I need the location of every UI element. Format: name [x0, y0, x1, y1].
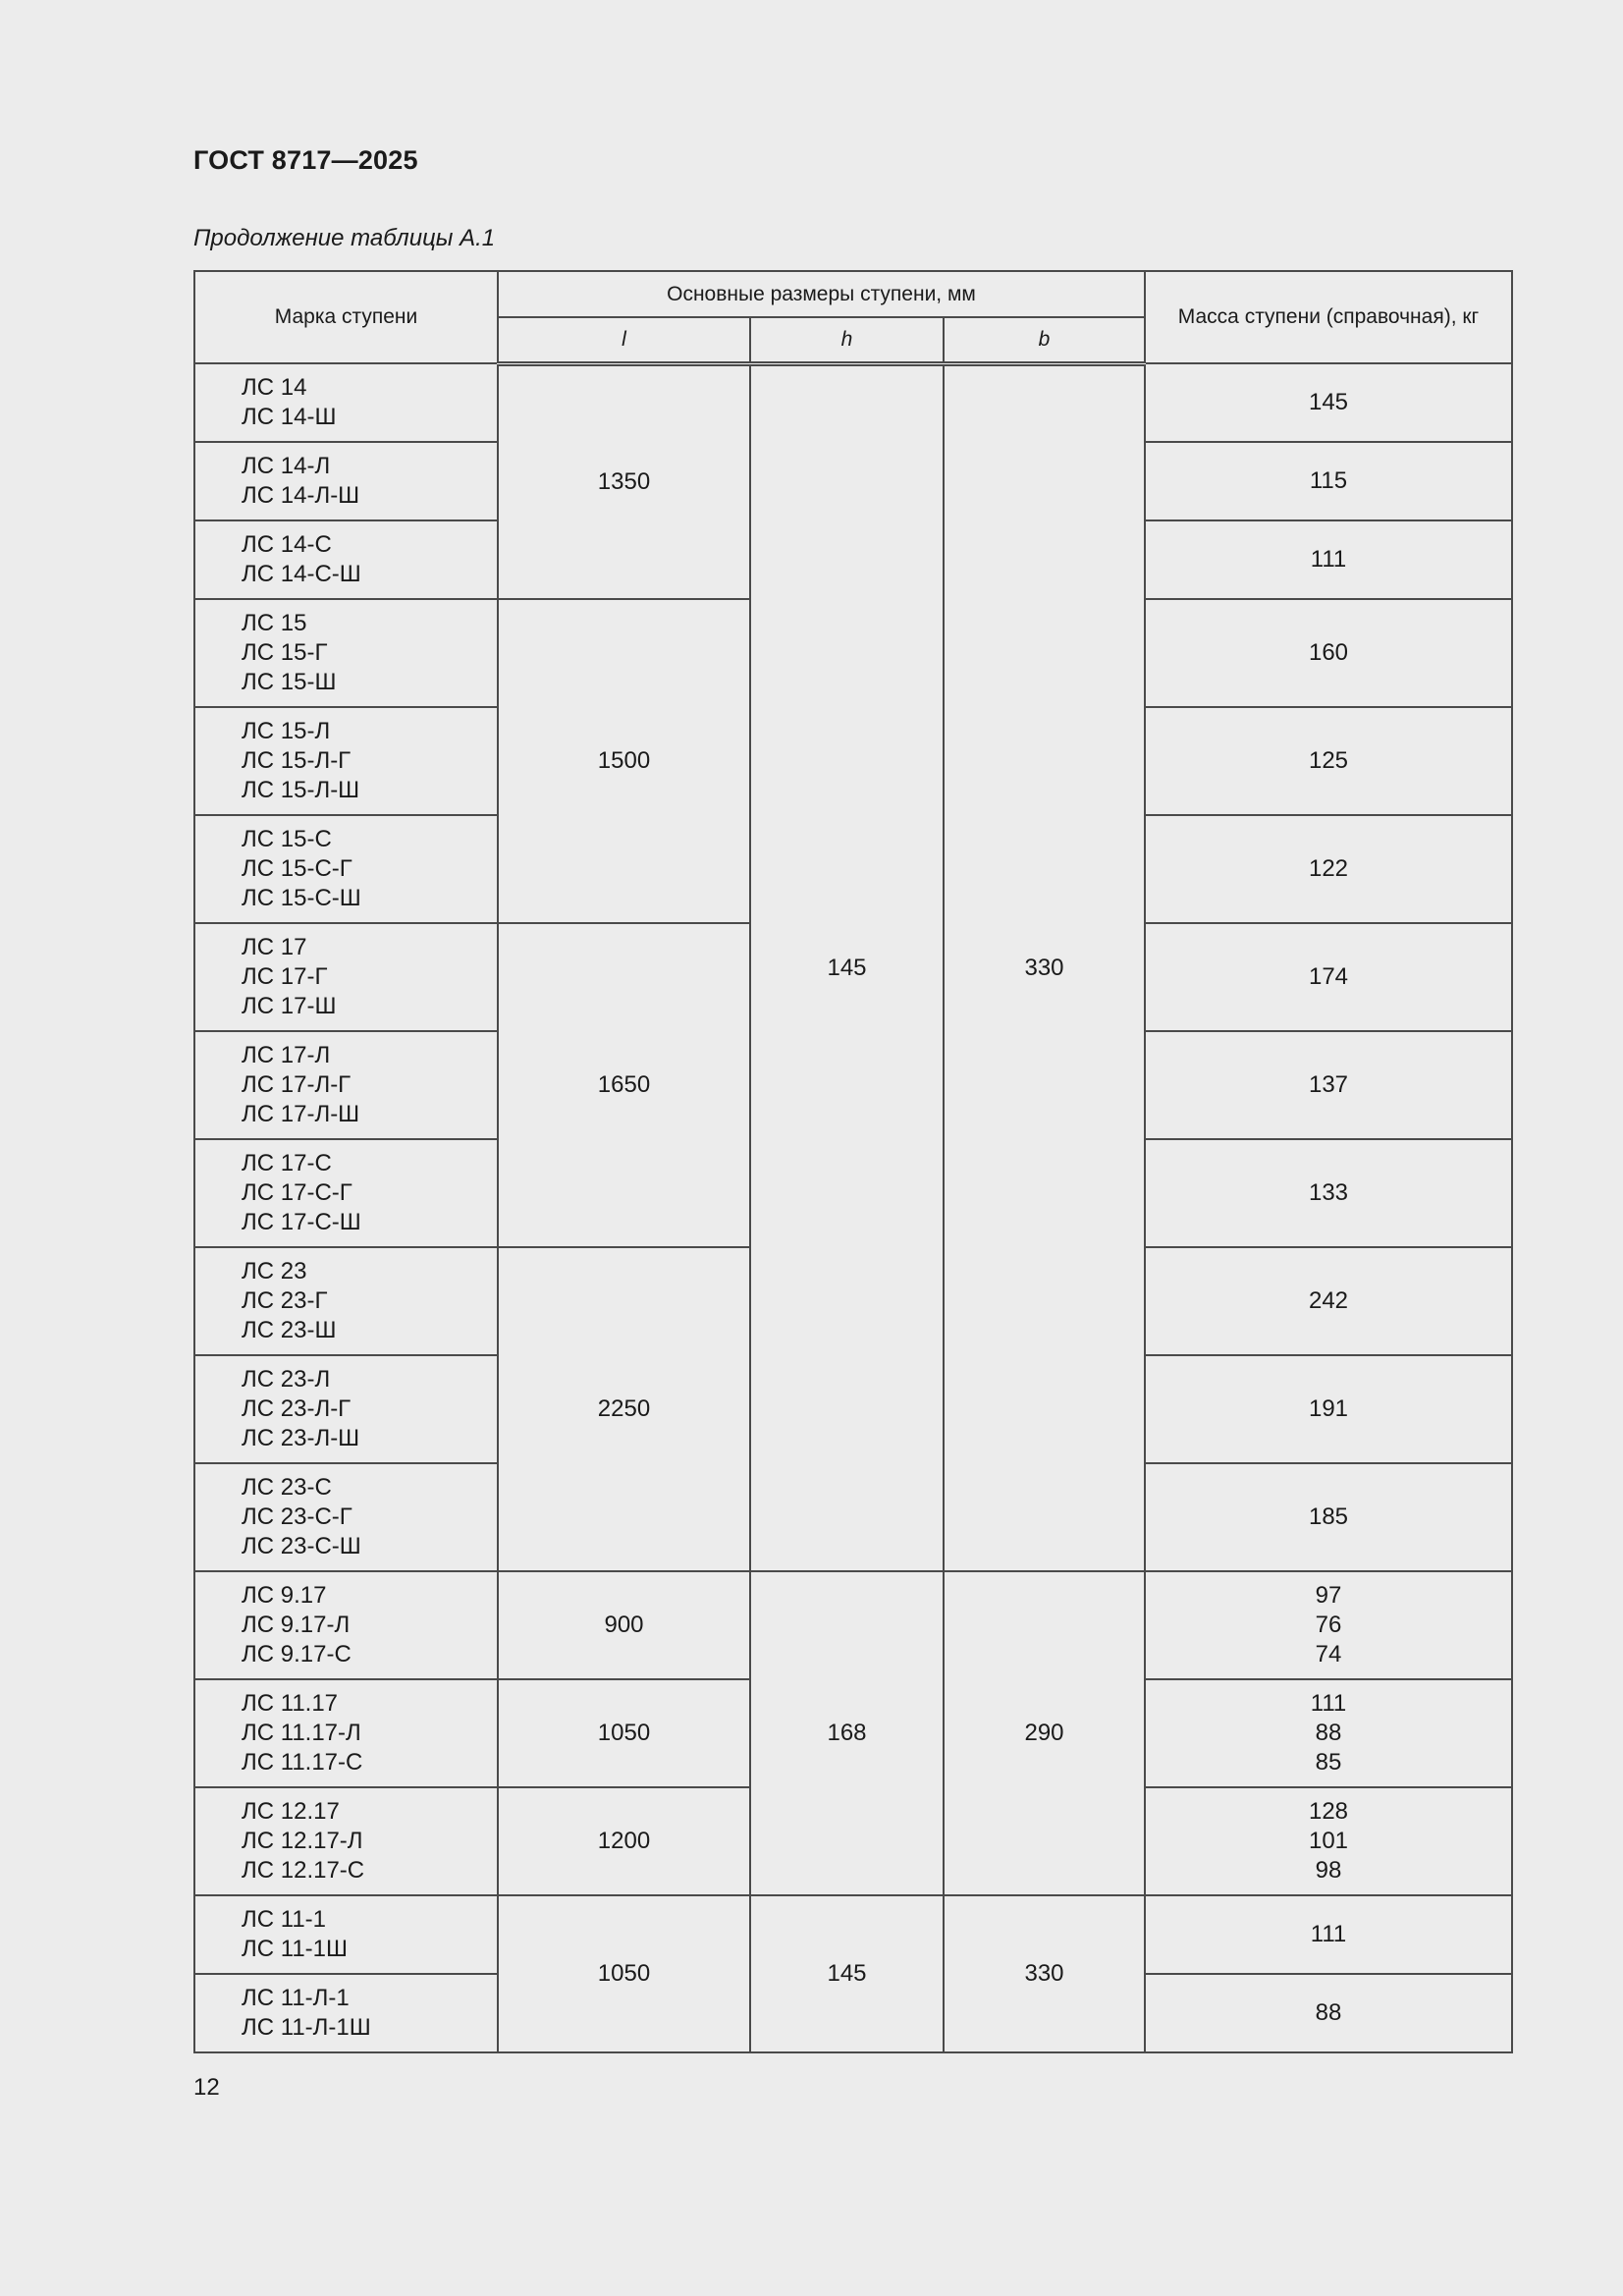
mass-value: 174: [1308, 963, 1349, 990]
mark-value: ЛС 17-С: [242, 1150, 332, 1176]
cell-mass: [1145, 815, 1512, 923]
mark-value: ЛС 9.17-С: [242, 1641, 352, 1667]
mark-value: ЛС 23-Л-Ш: [242, 1425, 360, 1451]
mark-value: ЛС 17: [242, 934, 307, 960]
table-row: [194, 1571, 1512, 1679]
cell-mark: [194, 1679, 498, 1787]
cell-mass: [1145, 1247, 1512, 1355]
cell-mass: [1145, 442, 1512, 520]
mass-value: 242: [1308, 1287, 1349, 1314]
cell-mass: [1145, 707, 1512, 815]
mass-value: 111: [1310, 1921, 1347, 1947]
mark-value: ЛС 9.17: [242, 1582, 327, 1609]
cell-mass: [1145, 1895, 1512, 1974]
cell-l: 2250: [498, 1247, 750, 1571]
mark-value: ЛС 11-1: [242, 1906, 327, 1933]
mass-value: 133: [1308, 1179, 1349, 1206]
table-row: [194, 1895, 1512, 1974]
mark-value: ЛС 14: [242, 374, 307, 401]
cell-h: 145: [750, 363, 944, 1571]
mark-value: ЛС 15-С-Г: [242, 855, 352, 882]
cell-mark: [194, 707, 498, 815]
cell-l: 1500: [498, 599, 750, 923]
cell-mark: [194, 599, 498, 707]
mass-value: 125: [1308, 747, 1349, 774]
mark-value: ЛС 11.17-Л: [242, 1720, 361, 1746]
cell-mass: [1145, 1787, 1512, 1895]
cell-mark: [194, 1463, 498, 1571]
mark-value: ЛС 17-С-Ш: [242, 1209, 361, 1235]
step-dimensions-table: [193, 270, 1513, 2053]
mass-value: 115: [1309, 467, 1348, 494]
mass-value: 85: [1315, 1749, 1342, 1776]
cell-mark: [194, 1571, 498, 1679]
header-dimensions: Основные размеры ступени, мм: [498, 271, 1145, 317]
mark-value: ЛС 15-Ш: [242, 669, 337, 695]
mark-value: ЛС 23-Ш: [242, 1317, 337, 1343]
mark-value: ЛС 14-Ш: [242, 404, 337, 430]
mark-value: ЛС 11-1Ш: [242, 1936, 348, 1962]
mark-value: ЛС 11-Л-1Ш: [242, 2014, 371, 2041]
table-body: [194, 363, 1512, 2052]
cell-mass: [1145, 520, 1512, 599]
cell-mark: [194, 1974, 498, 2052]
mark-value: ЛС 17-Л-Г: [242, 1071, 352, 1098]
mass-value: 88: [1315, 1999, 1342, 2026]
cell-mass: [1145, 1679, 1512, 1787]
cell-h: 145: [750, 1895, 944, 2052]
mark-value: ЛС 23-С-Г: [242, 1503, 352, 1530]
mass-value: 76: [1315, 1612, 1342, 1638]
mark-value: ЛС 12.17: [242, 1798, 340, 1825]
mark-value: ЛС 9.17-Л: [242, 1612, 351, 1638]
mark-value: ЛС 15-Л-Ш: [242, 777, 360, 803]
header-mark: Марка ступени: [194, 271, 498, 363]
cell-mark: [194, 1355, 498, 1463]
cell-mark: [194, 442, 498, 520]
mass-value: 137: [1308, 1071, 1349, 1098]
mass-value: 98: [1315, 1857, 1342, 1884]
mark-value: ЛС 14-С: [242, 531, 332, 558]
header-b: b: [944, 317, 1145, 363]
mass-value: 97: [1315, 1582, 1342, 1609]
cell-l: 1350: [498, 363, 750, 599]
cell-mark: [194, 1031, 498, 1139]
mark-value: ЛС 23-Л: [242, 1366, 331, 1393]
mark-value: ЛС 15-Г: [242, 639, 328, 666]
header-mass: Масса ступени (справочная), кг: [1145, 271, 1512, 363]
mark-value: ЛС 23-Л-Г: [242, 1395, 352, 1422]
mass-value: 88: [1315, 1720, 1342, 1746]
mark-value: ЛС 14-Л-Ш: [242, 482, 360, 509]
cell-mark: [194, 520, 498, 599]
cell-mass: [1145, 923, 1512, 1031]
mass-value: 160: [1308, 639, 1349, 666]
table-caption: Продолжение таблицы А.1: [193, 225, 496, 251]
cell-l: 900: [498, 1571, 750, 1679]
mark-value: ЛС 17-С-Г: [242, 1179, 352, 1206]
mass-value: 74: [1315, 1641, 1342, 1667]
mark-value: ЛС 14-С-Ш: [242, 561, 361, 587]
cell-mass: [1145, 599, 1512, 707]
mark-value: ЛС 15: [242, 610, 307, 636]
mark-value: ЛС 23: [242, 1258, 307, 1285]
page-number: 12: [193, 2074, 220, 2101]
mass-value: 111: [1310, 1690, 1347, 1717]
header-h: h: [750, 317, 944, 363]
cell-mass: [1145, 1974, 1512, 2052]
mark-value: ЛС 23-С-Ш: [242, 1533, 361, 1559]
cell-mass: [1145, 1031, 1512, 1139]
mass-value: 185: [1308, 1503, 1349, 1530]
mark-value: ЛС 11-Л-1: [242, 1985, 350, 2011]
mark-value: ЛС 17-Л-Ш: [242, 1101, 360, 1127]
mark-value: ЛС 14-Л: [242, 453, 331, 479]
header-l: l: [498, 317, 750, 363]
cell-l: 1200: [498, 1787, 750, 1895]
cell-mark: [194, 1787, 498, 1895]
cell-mark: [194, 1139, 498, 1247]
cell-mark: [194, 1895, 498, 1974]
cell-b: 290: [944, 1571, 1145, 1895]
document-code: ГОСТ 8717—2025: [193, 145, 418, 175]
cell-mark: [194, 815, 498, 923]
mass-value: 122: [1308, 855, 1349, 882]
cell-mark: [194, 363, 498, 442]
mark-value: ЛС 23-С: [242, 1474, 332, 1501]
mark-value: ЛС 15-Л-Г: [242, 747, 352, 774]
mark-value: ЛС 12.17-С: [242, 1857, 365, 1884]
cell-h: 168: [750, 1571, 944, 1895]
mass-value: 101: [1308, 1828, 1349, 1854]
mark-value: ЛС 15-С: [242, 826, 332, 852]
cell-mark: [194, 1247, 498, 1355]
cell-mass: [1145, 1355, 1512, 1463]
cell-mass: [1145, 1139, 1512, 1247]
cell-l: 1650: [498, 923, 750, 1247]
mass-value: 145: [1308, 389, 1349, 415]
mass-value: 111: [1310, 546, 1347, 573]
mark-value: ЛС 17-Л: [242, 1042, 331, 1068]
mark-value: ЛС 12.17-Л: [242, 1828, 363, 1854]
cell-l: 1050: [498, 1895, 750, 2052]
mark-value: ЛС 11.17-С: [242, 1749, 363, 1776]
mark-value: ЛС 15-С-Ш: [242, 885, 361, 911]
cell-mass: [1145, 1571, 1512, 1679]
mark-value: ЛС 15-Л: [242, 718, 331, 744]
cell-b: 330: [944, 1895, 1145, 2052]
mark-value: ЛС 17-Ш: [242, 993, 337, 1019]
cell-mass: [1145, 1463, 1512, 1571]
cell-mark: [194, 923, 498, 1031]
cell-mass: [1145, 363, 1512, 442]
table-header: [194, 271, 1512, 363]
mark-value: ЛС 11.17: [242, 1690, 339, 1717]
table-row: [194, 363, 1512, 442]
cell-b: 330: [944, 363, 1145, 1571]
mass-value: 128: [1308, 1798, 1349, 1825]
mark-value: ЛС 17-Г: [242, 963, 328, 990]
mass-value: 191: [1308, 1395, 1349, 1422]
mark-value: ЛС 23-Г: [242, 1287, 328, 1314]
cell-l: 1050: [498, 1679, 750, 1787]
